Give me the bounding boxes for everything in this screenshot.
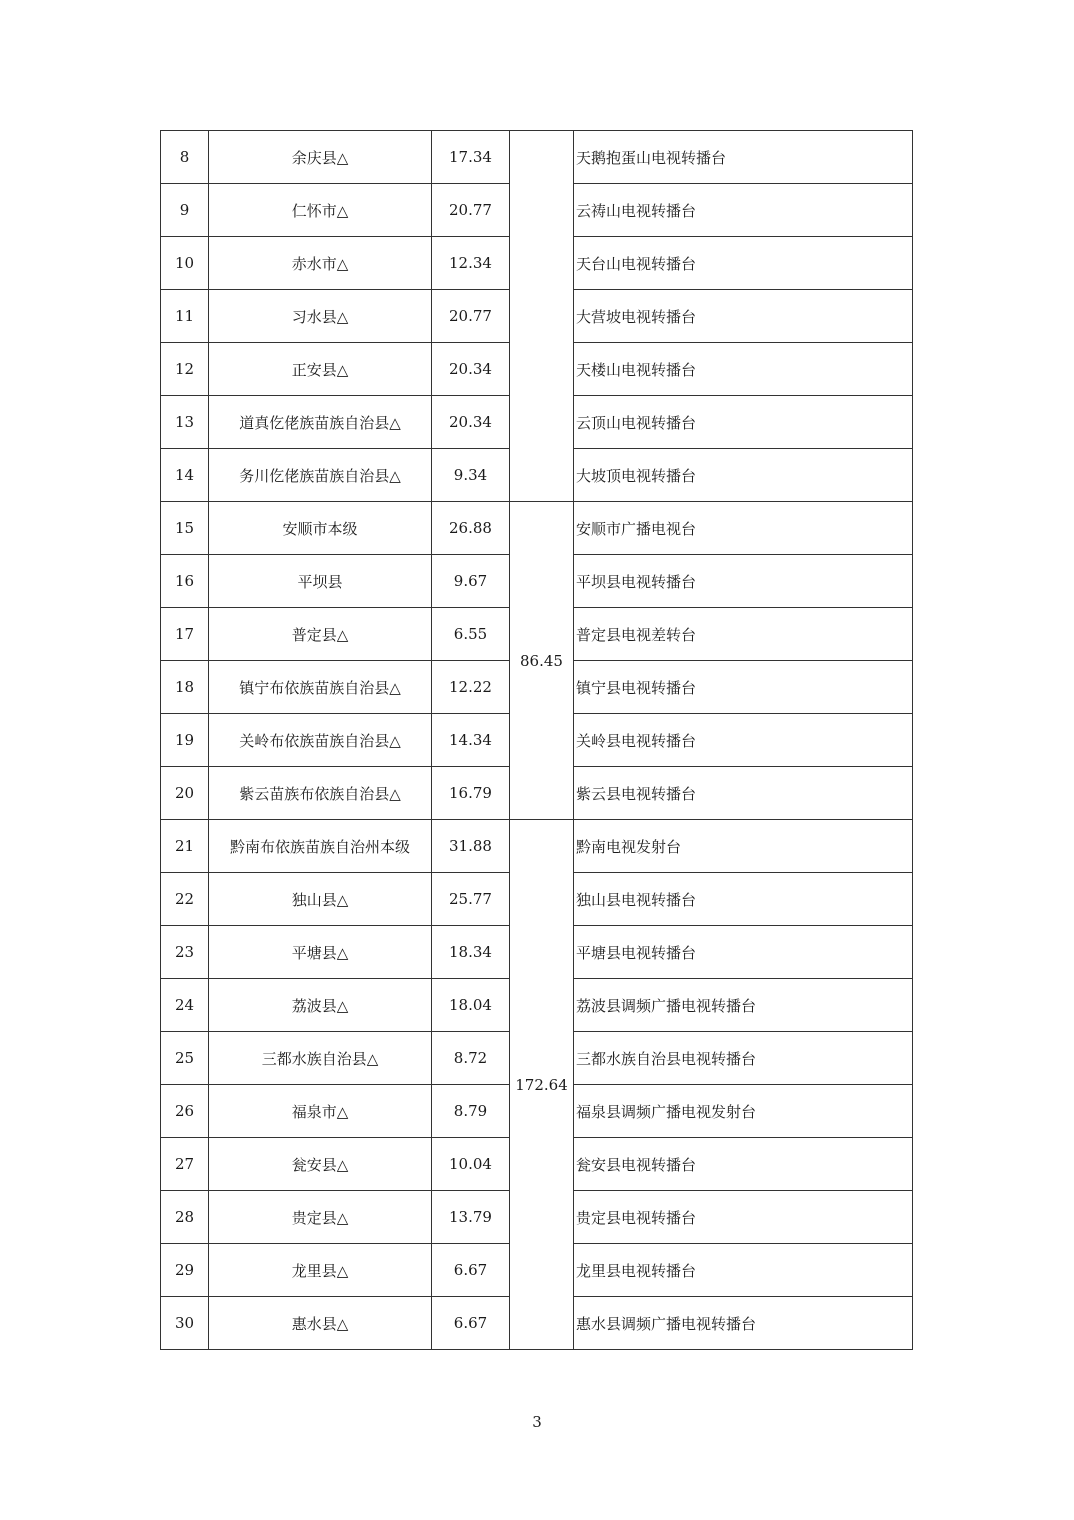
station-name: 惠水县调频广播电视转播台: [574, 1297, 913, 1350]
amount-cell: 31.88: [432, 820, 510, 873]
station-name: 安顺市广播电视台: [574, 502, 913, 555]
county-name: 道真仡佬族苗族自治县△: [209, 396, 432, 449]
county-name: 惠水县△: [209, 1297, 432, 1350]
station-name: 大营坡电视转播台: [574, 290, 913, 343]
county-name: 荔波县△: [209, 979, 432, 1032]
station-name: 黔南电视发射台: [574, 820, 913, 873]
table-row: [161, 820, 913, 873]
county-name: 紫云苗族布依族自治县△: [209, 767, 432, 820]
table-row: [161, 131, 913, 184]
amount-cell: 10.04: [432, 1138, 510, 1191]
row-number: 26: [161, 1085, 209, 1138]
station-name: 紫云县电视转播台: [574, 767, 913, 820]
amount-cell: 12.34: [432, 237, 510, 290]
station-name: 云祷山电视转播台: [574, 184, 913, 237]
station-name: 独山县电视转播台: [574, 873, 913, 926]
county-name: 龙里县△: [209, 1244, 432, 1297]
amount-cell: 20.34: [432, 396, 510, 449]
amount-cell: 25.77: [432, 873, 510, 926]
row-number: 15: [161, 502, 209, 555]
station-name: 天楼山电视转播台: [574, 343, 913, 396]
row-number: 27: [161, 1138, 209, 1191]
station-name: 普定县电视差转台: [574, 608, 913, 661]
county-name: 普定县△: [209, 608, 432, 661]
county-name: 平塘县△: [209, 926, 432, 979]
row-number: 17: [161, 608, 209, 661]
amount-cell: 20.77: [432, 290, 510, 343]
row-number: 28: [161, 1191, 209, 1244]
county-name: 余庆县△: [209, 131, 432, 184]
amount-cell: 9.67: [432, 555, 510, 608]
row-number: 16: [161, 555, 209, 608]
table-row: [161, 502, 913, 555]
county-name: 正安县△: [209, 343, 432, 396]
county-name: 贵定县△: [209, 1191, 432, 1244]
station-name: 镇宁县电视转播台: [574, 661, 913, 714]
row-number: 9: [161, 184, 209, 237]
amount-cell: 13.79: [432, 1191, 510, 1244]
county-name: 黔南布依族苗族自治州本级: [209, 820, 432, 873]
amount-cell: 14.34: [432, 714, 510, 767]
amount-cell: 26.88: [432, 502, 510, 555]
table-body: [161, 131, 913, 1350]
station-name: 大坡顶电视转播台: [574, 449, 913, 502]
amount-cell: 6.67: [432, 1297, 510, 1350]
county-name: 习水县△: [209, 290, 432, 343]
county-name: 瓮安县△: [209, 1138, 432, 1191]
county-name: 仁怀市△: [209, 184, 432, 237]
amount-cell: 6.55: [432, 608, 510, 661]
station-name: 贵定县电视转播台: [574, 1191, 913, 1244]
row-number: 14: [161, 449, 209, 502]
county-name: 三都水族自治县△: [209, 1032, 432, 1085]
subtotal-cell: [510, 131, 574, 502]
county-name: 福泉市△: [209, 1085, 432, 1138]
row-number: 29: [161, 1244, 209, 1297]
row-number: 21: [161, 820, 209, 873]
amount-cell: 17.34: [432, 131, 510, 184]
station-name: 平塘县电视转播台: [574, 926, 913, 979]
station-name: 平坝县电视转播台: [574, 555, 913, 608]
row-number: 30: [161, 1297, 209, 1350]
station-name: 关岭县电视转播台: [574, 714, 913, 767]
row-number: 24: [161, 979, 209, 1032]
subtotal-cell: 172.64: [510, 820, 574, 1350]
row-number: 8: [161, 131, 209, 184]
station-name: 云顶山电视转播台: [574, 396, 913, 449]
amount-cell: 16.79: [432, 767, 510, 820]
station-name: 天鹅抱蛋山电视转播台: [574, 131, 913, 184]
amount-cell: 6.67: [432, 1244, 510, 1297]
county-name: 赤水市△: [209, 237, 432, 290]
row-number: 22: [161, 873, 209, 926]
station-name: 龙里县电视转播台: [574, 1244, 913, 1297]
station-name: 天台山电视转播台: [574, 237, 913, 290]
amount-cell: 8.72: [432, 1032, 510, 1085]
station-name: 荔波县调频广播电视转播台: [574, 979, 913, 1032]
subtotal-cell: 86.45: [510, 502, 574, 820]
allocation-table: [160, 130, 913, 1350]
station-name: 福泉县调频广播电视发射台: [574, 1085, 913, 1138]
row-number: 19: [161, 714, 209, 767]
row-number: 23: [161, 926, 209, 979]
row-number: 13: [161, 396, 209, 449]
station-name: 三都水族自治县电视转播台: [574, 1032, 913, 1085]
amount-cell: 20.34: [432, 343, 510, 396]
amount-cell: 9.34: [432, 449, 510, 502]
row-number: 12: [161, 343, 209, 396]
county-name: 平坝县: [209, 555, 432, 608]
county-name: 务川仡佬族苗族自治县△: [209, 449, 432, 502]
amount-cell: 8.79: [432, 1085, 510, 1138]
county-name: 独山县△: [209, 873, 432, 926]
row-number: 20: [161, 767, 209, 820]
row-number: 25: [161, 1032, 209, 1085]
amount-cell: 18.34: [432, 926, 510, 979]
county-name: 镇宁布依族苗族自治县△: [209, 661, 432, 714]
row-number: 11: [161, 290, 209, 343]
row-number: 10: [161, 237, 209, 290]
amount-cell: 12.22: [432, 661, 510, 714]
county-name: 关岭布依族苗族自治县△: [209, 714, 432, 767]
amount-cell: 18.04: [432, 979, 510, 1032]
page-number: 3: [532, 1413, 542, 1431]
amount-cell: 20.77: [432, 184, 510, 237]
county-name: 安顺市本级: [209, 502, 432, 555]
station-name: 瓮安县电视转播台: [574, 1138, 913, 1191]
row-number: 18: [161, 661, 209, 714]
